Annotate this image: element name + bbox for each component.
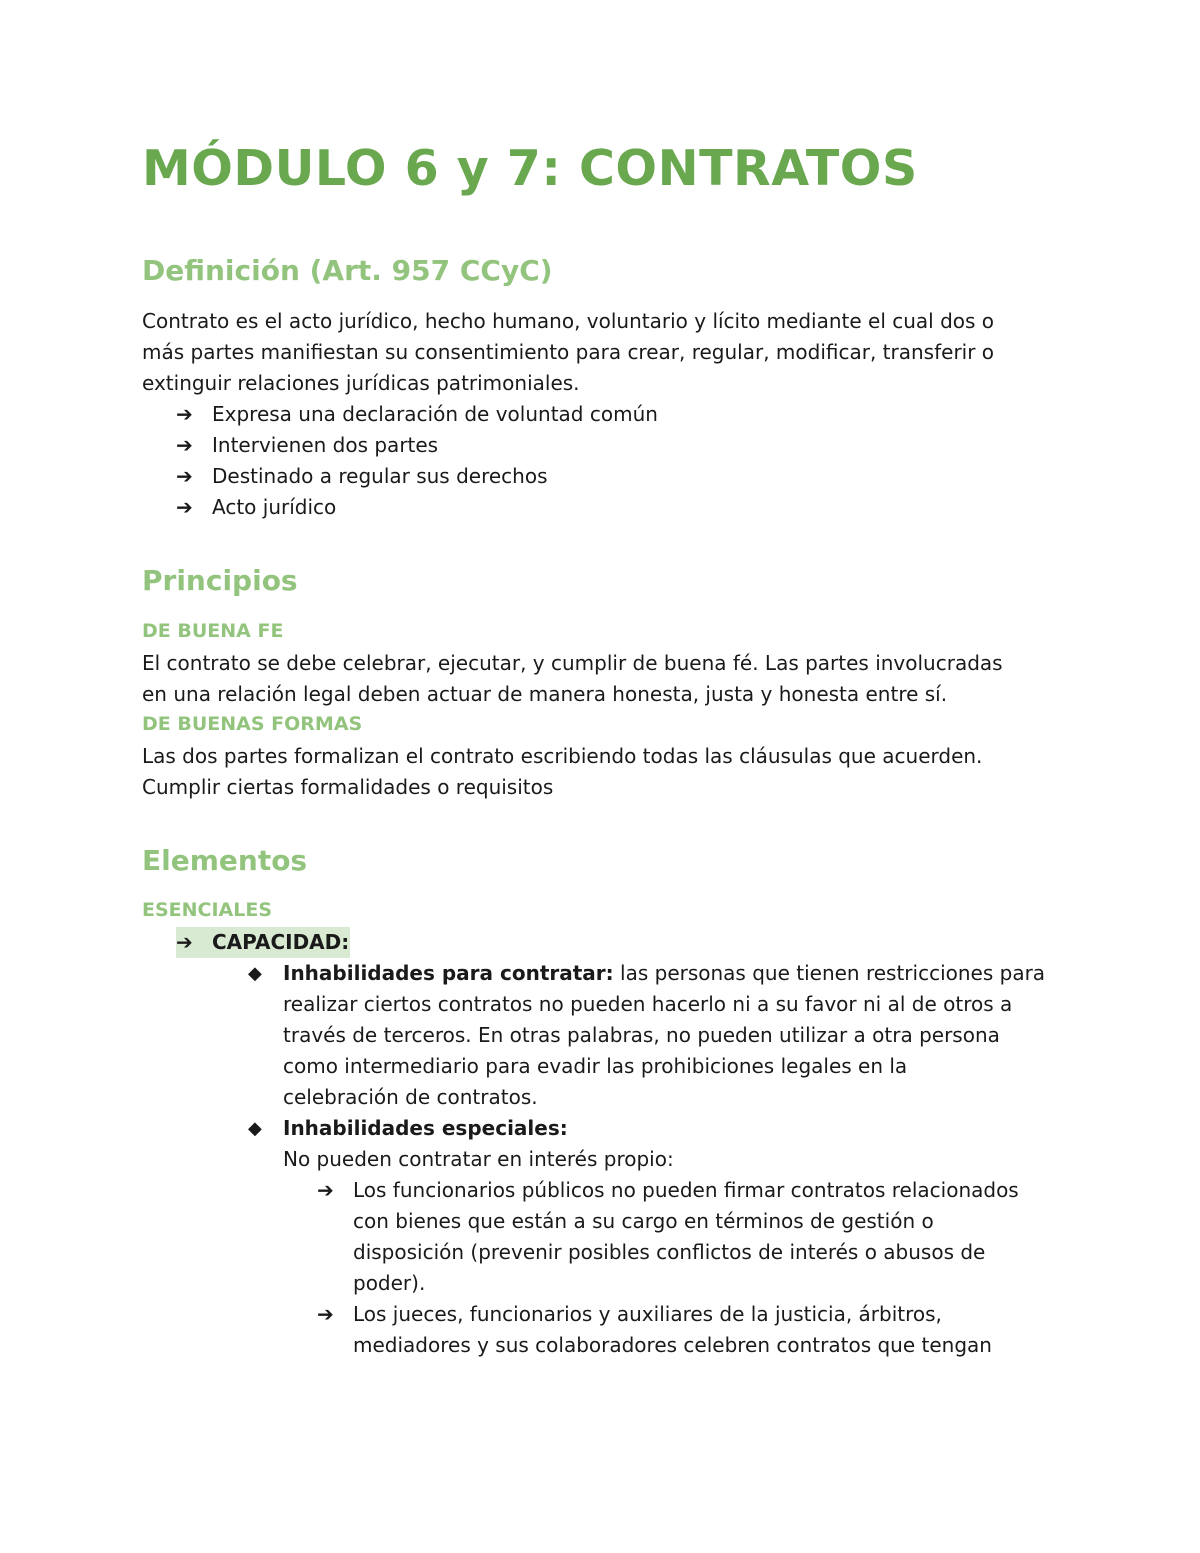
- inhabilidades-contratar-line-5: celebración de contratos.: [283, 1085, 538, 1109]
- inhabilidades-especiales-sub: No pueden contratar en interés propio:: [283, 1147, 674, 1171]
- inhabilidades-contratar-line-1: [283, 958, 1045, 989]
- buenas-formas-subheading: DE BUENAS FORMAS: [142, 713, 363, 735]
- funcionarios-line-4: poder).: [353, 1271, 426, 1295]
- funcionarios-line-1: Los funcionarios públicos no pueden firmar contratos relacionados: [353, 1178, 1019, 1202]
- buena-fe-line-1: El contrato se debe celebrar, ejecutar, y cumplir de buena fé. Las partes involucradas: [142, 651, 1003, 675]
- definicion-line-3: extinguir relaciones jurídicas patrimoniales.: [142, 371, 580, 395]
- jueces-line-2: mediadores y sus colaboradores celebren contratos que tengan: [353, 1333, 992, 1357]
- buena-fe-subheading: DE BUENA FE: [142, 620, 284, 642]
- definicion-bullet-4: Acto jurídico: [212, 495, 337, 519]
- definicion-bullet-3: Destinado a regular sus derechos: [212, 464, 548, 488]
- inhabilidades-contratar-text: las personas que tienen restricciones para: [613, 961, 1046, 985]
- diamond-bullet-icon: ◆: [248, 1118, 262, 1139]
- buenas-formas-line-1: Las dos partes formalizan el contrato escribiendo todas las cláusulas que acuerden.: [142, 744, 983, 768]
- capacidad-label: CAPACIDAD:: [212, 930, 350, 954]
- arrow-bullet-icon: ➔: [317, 1302, 334, 1326]
- buena-fe-line-2: en una relación legal deben actuar de manera honesta, justa y honesta entre sí.: [142, 682, 948, 706]
- arrow-bullet-icon: ➔: [317, 1178, 334, 1202]
- esenciales-subheading: ESENCIALES: [142, 899, 273, 921]
- elementos-heading: Elementos: [142, 844, 308, 877]
- arrow-bullet-icon: ➔: [176, 495, 193, 519]
- buenas-formas-line-2: Cumplir ciertas formalidades o requisitos: [142, 775, 554, 799]
- inhabilidades-contratar-label: Inhabilidades para contratar:: [283, 961, 614, 985]
- definicion-bullet-2: Intervienen dos partes: [212, 433, 439, 457]
- arrow-bullet-icon: ➔: [176, 930, 193, 954]
- inhabilidades-contratar-line-3: través de terceros. En otras palabras, no pueden utilizar a otra persona: [283, 1023, 1000, 1047]
- jueces-line-1: Los jueces, funcionarios y auxiliares de la justicia, árbitros,: [353, 1302, 942, 1326]
- definicion-bullet-1: Expresa una declaración de voluntad común: [212, 402, 658, 426]
- arrow-bullet-icon: ➔: [176, 402, 193, 426]
- funcionarios-line-2: con bienes que están a su cargo en términos de gestión o: [353, 1209, 934, 1233]
- inhabilidades-contratar-line-4: como intermediario para evadir las prohibiciones legales en la: [283, 1054, 908, 1078]
- definicion-line-2: más partes manifiestan su consentimiento para crear, regular, modificar, transferir o: [142, 340, 995, 364]
- inhabilidades-contratar-line-2: realizar ciertos contratos no pueden hacerlo ni a su favor ni al de otros a: [283, 992, 1013, 1016]
- definicion-line-1: Contrato es el acto jurídico, hecho humano, voluntario y lícito mediante el cual dos o: [142, 309, 995, 333]
- principios-heading: Principios: [142, 564, 298, 597]
- diamond-bullet-icon: ◆: [248, 963, 262, 984]
- arrow-bullet-icon: ➔: [176, 433, 193, 457]
- funcionarios-line-3: disposición (prevenir posibles conflictos de interés o abusos de: [353, 1240, 986, 1264]
- page-title: MÓDULO 6 y 7: CONTRATOS: [142, 140, 918, 197]
- inhabilidades-especiales-label: Inhabilidades especiales:: [283, 1116, 568, 1140]
- definicion-heading: Definición (Art. 957 CCyC): [142, 254, 553, 287]
- arrow-bullet-icon: ➔: [176, 464, 193, 488]
